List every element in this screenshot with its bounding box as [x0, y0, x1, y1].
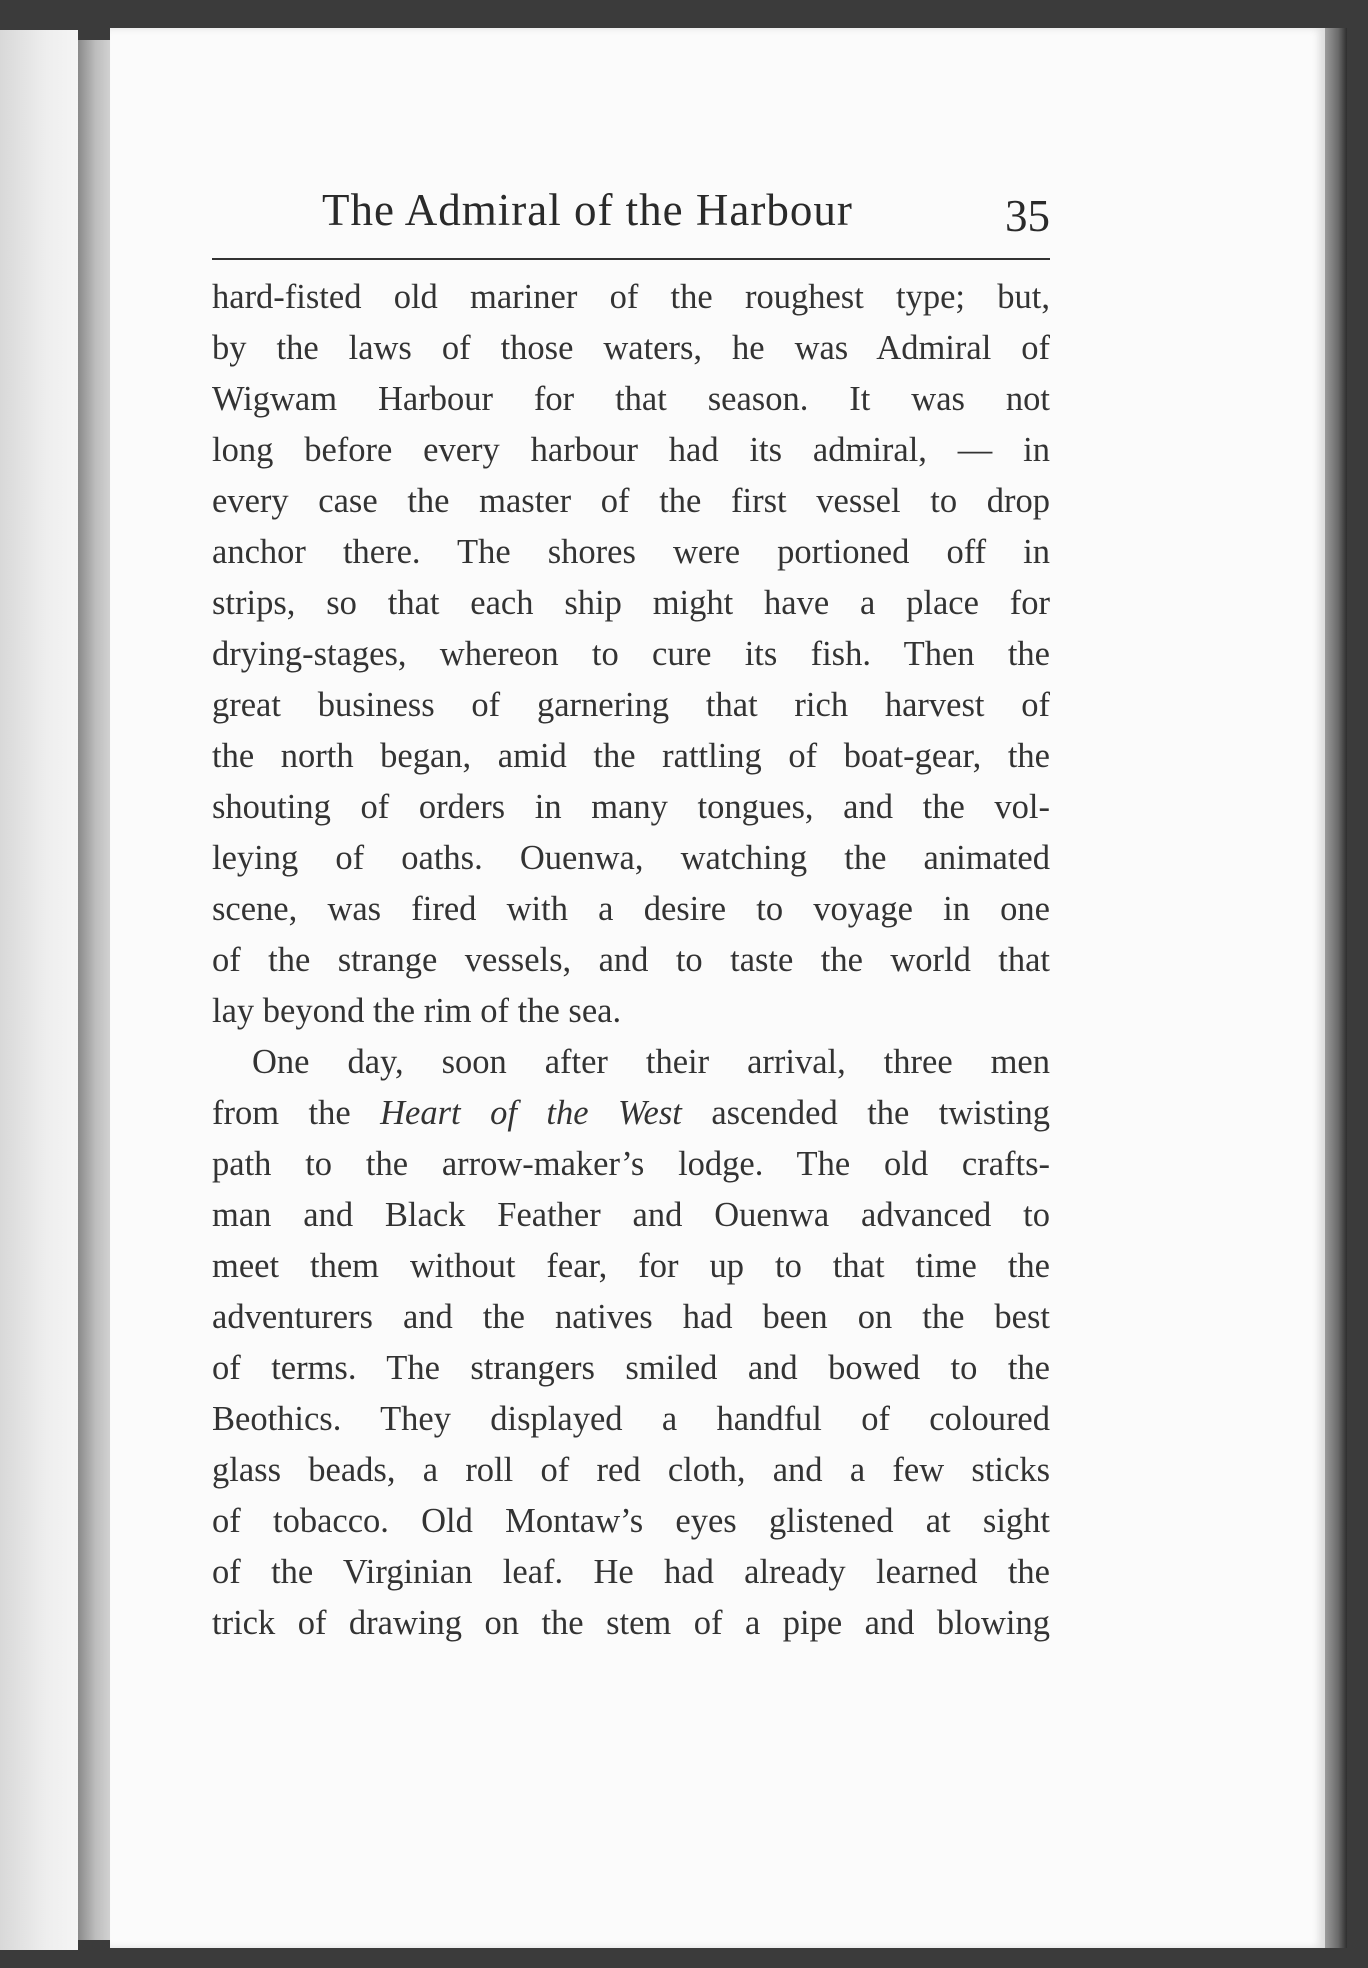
text-line: drying-stages, whereon to cure its fish. Then the [212, 635, 1050, 673]
text-line: path to the arrow-maker’s lodge. The old crafts- [212, 1145, 1050, 1183]
running-title: The Admiral of the Harbour [322, 185, 853, 235]
text-line: trick of drawing on the stem of a pipe and blowing [212, 1604, 1050, 1642]
text-segment: ascended the twisting [681, 1094, 1050, 1132]
text-line: scene, was fired with a desire to voyage in one [212, 890, 1050, 928]
text-line: leying of oaths. Ouenwa, watching the animated [212, 839, 1050, 877]
text-line: the north began, amid the rattling of boat-gear, the [212, 737, 1050, 775]
text-line: anchor there. The shores were portioned off in [212, 533, 1050, 571]
text-line: glass beads, a roll of red cloth, and a few sticks [212, 1451, 1050, 1489]
paragraph-start-line: One day, soon after their arrival, three men [252, 1043, 1050, 1081]
text-line: Wigwam Harbour for that season. It was not [212, 380, 1050, 418]
running-head [212, 180, 1050, 260]
facing-page-edge [0, 30, 78, 1950]
text-line: man and Black Feather and Ouenwa advanced to [212, 1196, 1050, 1234]
text-line: by the laws of those waters, he was Admiral of [212, 329, 1050, 367]
text-line: Beothics. They displayed a handful of coloured [212, 1400, 1050, 1438]
text-line: strips, so that each ship might have a place for [212, 584, 1050, 622]
text-line: shouting of orders in many tongues, and the vol- [212, 788, 1050, 826]
text-line-with-ship-name [212, 1088, 1050, 1139]
page-number: 35 [1005, 191, 1050, 241]
body-text [212, 272, 1050, 1649]
text-line: adventurers and the natives had been on the best [212, 1298, 1050, 1336]
text-line: of tobacco. Old Montaw’s eyes glistened at sight [212, 1502, 1050, 1540]
text-line: long before every harbour had its admiral, — in [212, 431, 1050, 469]
text-line: meet them without fear, for up to that time the [212, 1247, 1050, 1285]
text-line: hard-fisted old mariner of the roughest type; but, [212, 278, 1050, 316]
text-line: of the Virginian leaf. He had already learned the [212, 1553, 1050, 1591]
ship-name-italic: Heart of the West [380, 1094, 682, 1132]
text-line: great business of garnering that rich harvest of [212, 686, 1050, 724]
text-line: of the strange vessels, and to taste the world that [212, 941, 1050, 979]
page-stack-edge [1325, 28, 1347, 1948]
text-segment: from the [212, 1094, 381, 1132]
text-line: of terms. The strangers smiled and bowed to the [212, 1349, 1050, 1387]
text-line: every case the master of the first vessel to drop [212, 482, 1050, 520]
paragraph-end-line: lay beyond the rim of the sea. [212, 992, 622, 1030]
